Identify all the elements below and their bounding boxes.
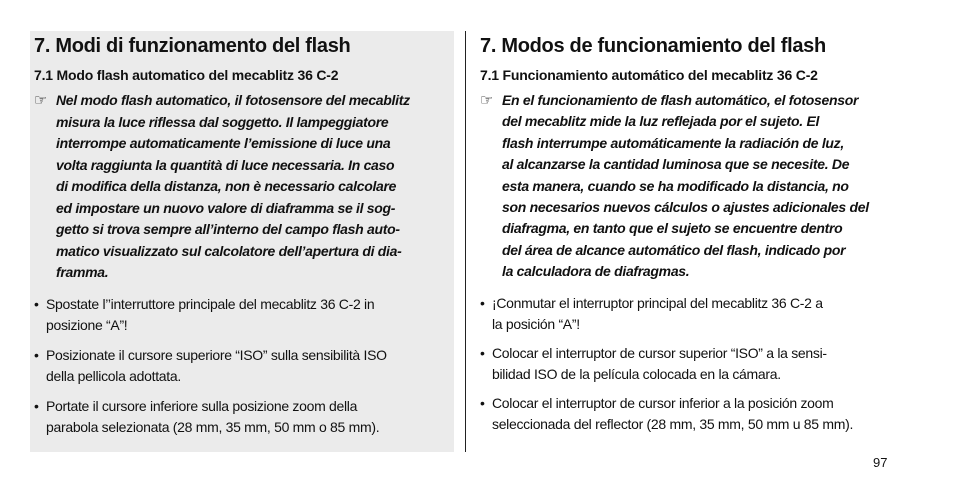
subsection-heading: 7.1 Funcionamiento automático del mecablitz 36 C-2 [480, 67, 818, 83]
bullet-icon: • [480, 294, 485, 311]
instruction-item: • Colocar el interruptor de cursor inferior a la posición zoom seleccionada del reflector (28 mm, 35 mm, 50 mm u 85 mm). [480, 394, 854, 432]
italian-column [30, 31, 454, 452]
bullet-icon: • [34, 295, 39, 312]
instruction-item: • Portate il cursore inferiore sulla posizione zoom della parabola selezionata (28 mm, 35 mm, 50 mm o 85 mm). [34, 397, 380, 435]
bullet-icon: • [480, 394, 485, 411]
bullet-icon: • [34, 346, 39, 363]
bullet-icon: • [480, 344, 485, 361]
note-paragraph: ☞ Nel modo flash automatico, il fotosensore del mecablitz misura la luce riflessa dal soggetto. Il lampeggiatore interrompe automaticamente l’emissione di luce una volta raggiunta la quantità di luce necessaria. In caso di modifica della distanza, non è necessario calcolare ed impostare un nuovo valore di diaframma se il sog- getto si trova sempre all’interno del campo flash auto- matico visualizzato sul calcolatore dell’apertura di dia- framma. [34, 92, 410, 280]
section-heading: 7. Modi di funzionamento del flash [34, 35, 351, 57]
column-divider [465, 31, 466, 452]
pointing-hand-icon: ☞ [34, 92, 48, 109]
pointing-hand-icon: ☞ [480, 92, 494, 109]
subsection-heading: 7.1 Modo flash automatico del mecablitz 36 C-2 [34, 67, 339, 83]
instruction-item: • Posizionate il cursore superiore “ISO” sulla sensibilità ISO della pellicola adottata. [34, 346, 387, 384]
spanish-column [478, 31, 918, 452]
page-number: 97 [873, 455, 888, 470]
instruction-item: • Colocar el interruptor de cursor superior “ISO” a la sensi- bilidad ISO de la película colocada en la cámara. [480, 344, 827, 382]
bullet-icon: • [34, 397, 39, 414]
note-paragraph: ☞ En el funcionamiento de flash automático, el fotosensor del mecablitz mide la luz reflejada por el sujeto. El flash interrumpe automáticamente la radiación de luz, al alcanzarse la cantidad luminosa que se necesite. De esta manera, cuando se ha modificado la distancia, no son necesarios nuevos cálculos o ajustes adicionales del diafragma, en tanto que el sujeto se encuentre dentro del área de alcance automático del flash, indicado por la calculadora de diafragmas. [480, 92, 869, 280]
instruction-item: • Spostate l’’interruttore principale del mecablitz 36 C-2 in posizione “A”! [34, 295, 375, 333]
instruction-item: • ¡Conmutar el interruptor principal del mecablitz 36 C-2 a la posición “A”! [480, 294, 823, 332]
section-heading: 7. Modos de funcionamiento del flash [480, 35, 826, 57]
